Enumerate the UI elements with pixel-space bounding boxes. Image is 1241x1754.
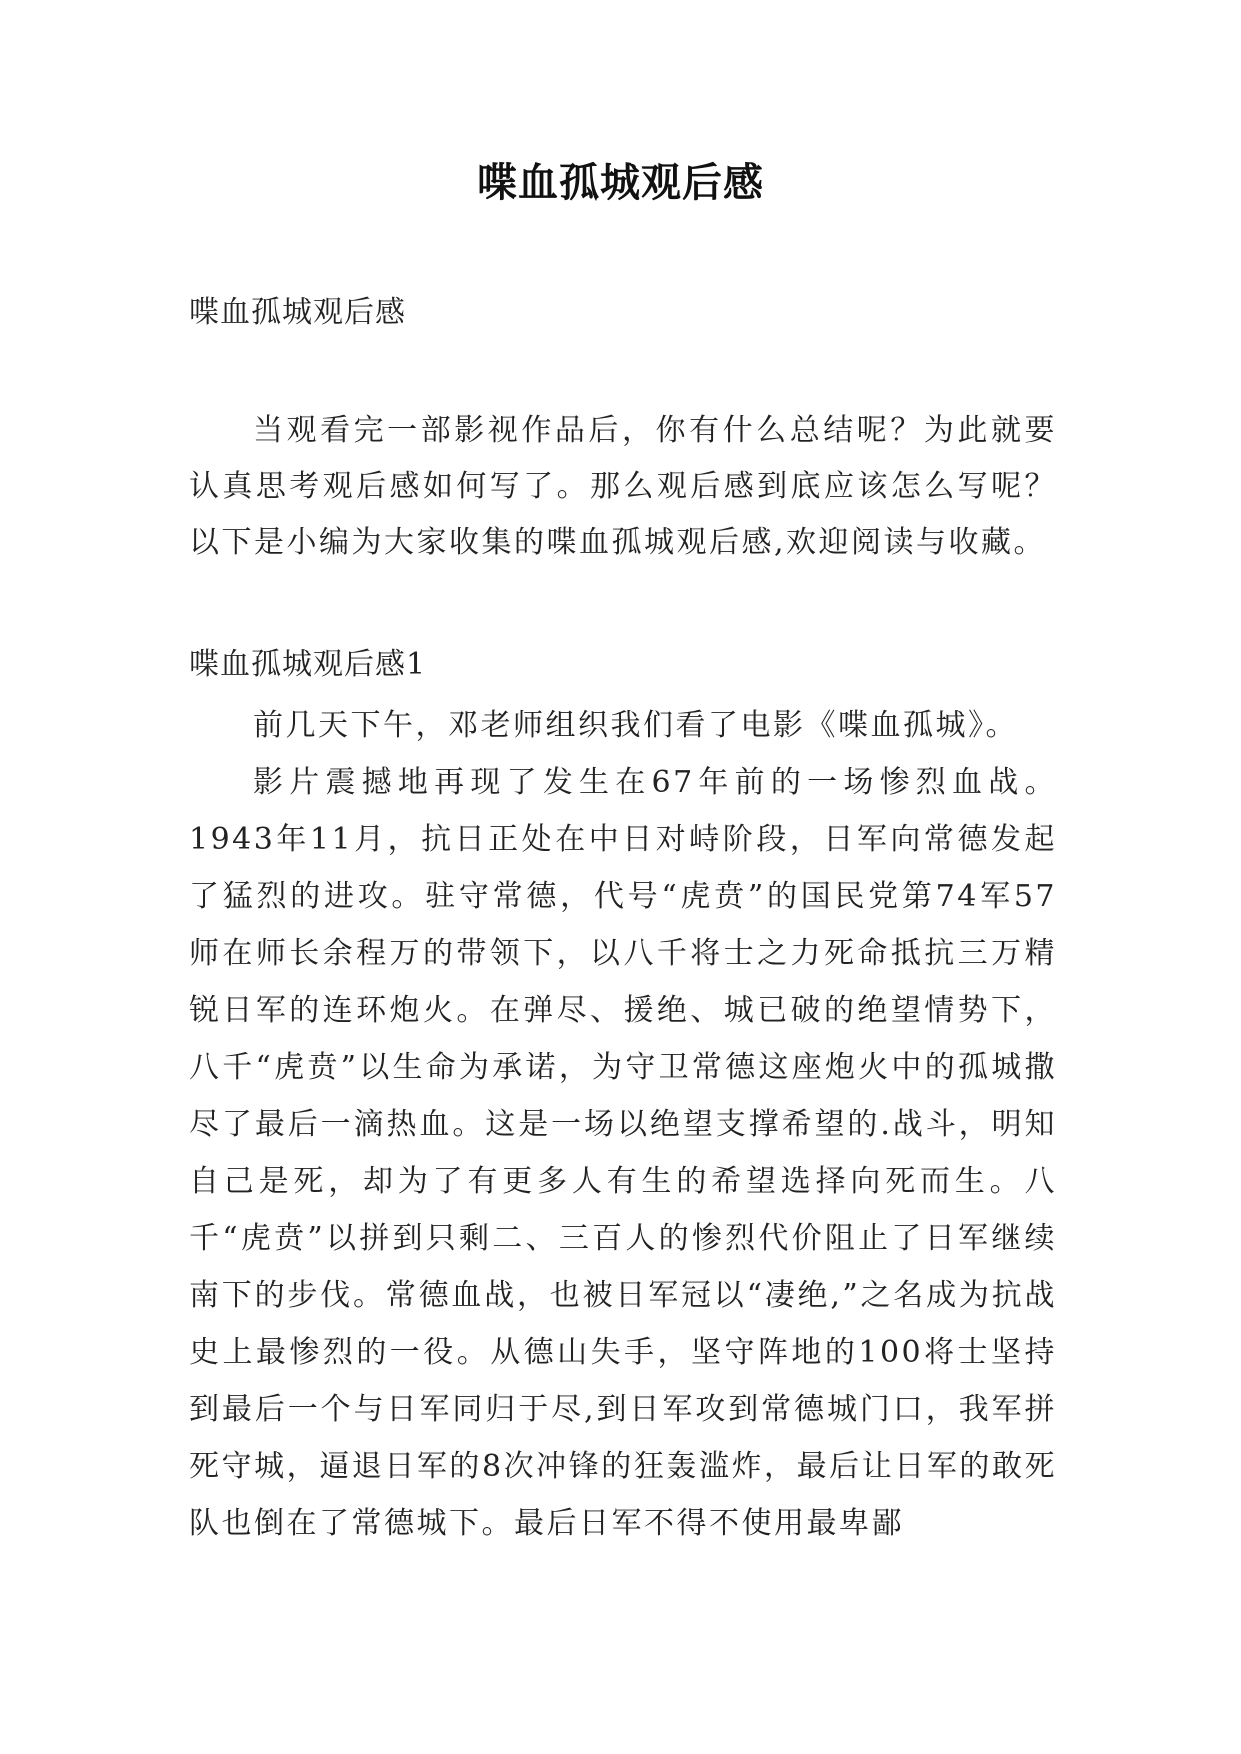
document-title: 喋血孤城观后感 bbox=[477, 160, 764, 206]
intro-paragraph: 当观看完一部影视作品后，你有什么总结呢？为此就要认真思考观后感如何写了。那么观后感到底应该怎么写呢？以下是小编为大家收集的喋血孤城观后感,欢迎阅读与收藏。 bbox=[189, 413, 1057, 560]
section-body bbox=[189, 697, 1057, 1552]
document-subtitle: 喋血孤城观后感 bbox=[189, 295, 406, 330]
section-heading: 喋血孤城观后感1 bbox=[189, 647, 427, 682]
body-paragraph-2: 影片震撼地再现了发生在67年前的一场惨烈血战。1943年11月，抗日正处在中日对峙阶段，日军向常德发起了猛烈的进攻。驻守常德，代号“虎贲”的国民党第74军57师在师长余程万的带领下，以八千将士之力死命抵抗三万精锐日军的连环炮火。在弹尽、援绝、城已破的绝望情势下，八千“虎贲”以生命为承诺，为守卫常德这座炮火中的孤城撒尽了最后一滴热血。这是一场以绝望支撑希望的.战斗，明知自己是死，却为了有更多人有生的希望选择向死而生。八千“虎贲”以拼到只剩二、三百人的惨烈代价阻止了日军继续南下的步伐。常德血战，也被日军冠以“凄绝,”之名成为抗战史上最惨烈的一役。从德山失手，坚守阵地的100将士坚持到最后一个与日军同归于尽,到日军攻到常德城门口，我军拼死守城，逼退日军的8次冲锋的狂轰滥炸，最后让日军的敢死队也倒在了常德城下。最后日军不得不使用最卑鄙 bbox=[189, 765, 1057, 1541]
body-paragraph-1: 前几天下午，邓老师组织我们看了电影《喋血孤城》。 bbox=[253, 708, 1018, 743]
